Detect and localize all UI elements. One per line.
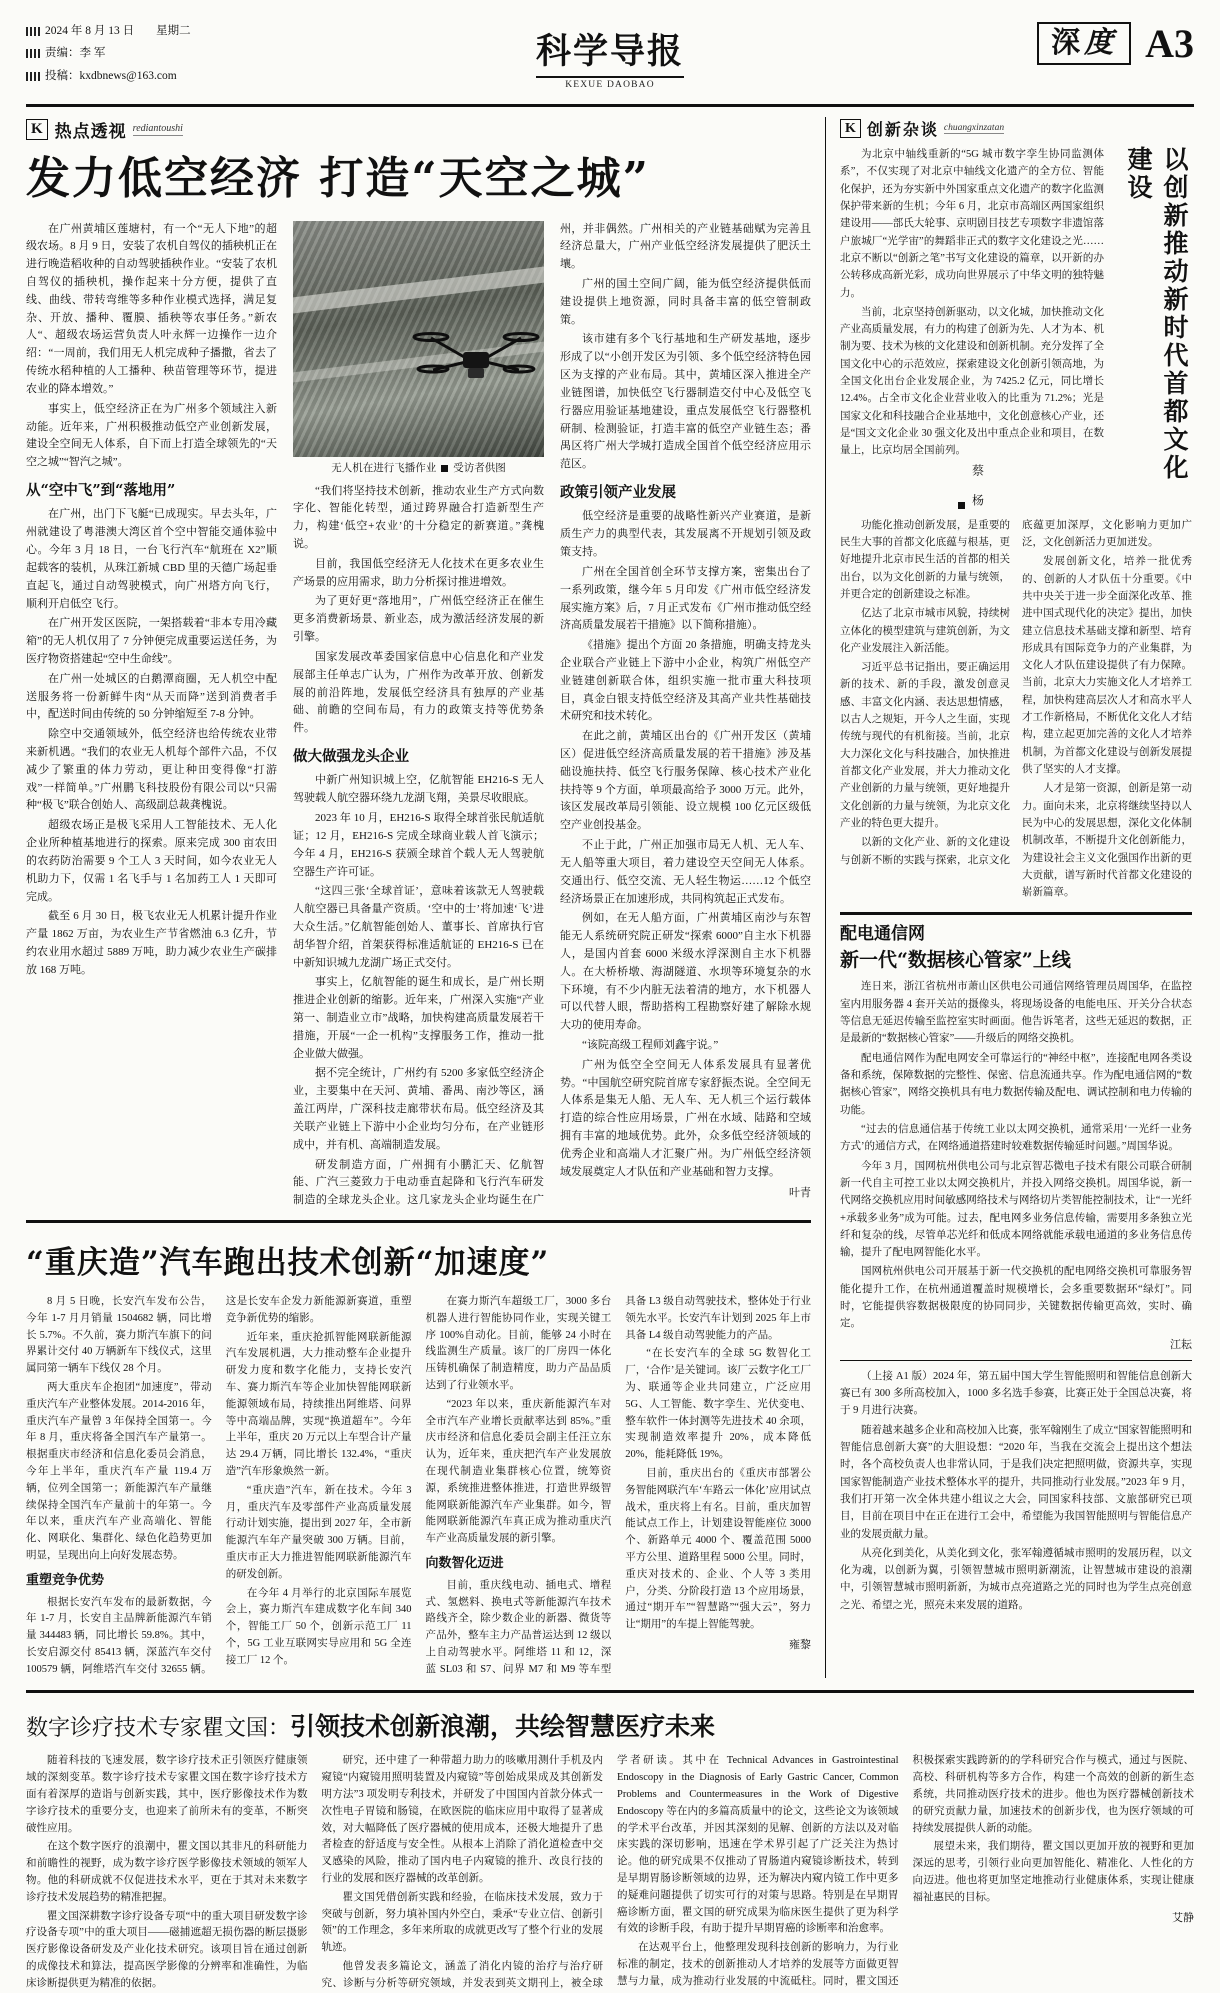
paragraph: 今年 3 月，国网杭州供电公司与北京智芯微电子技术有限公司联合研制新一代自主可控工业以太网交换机片，并投入网络交换机。周国华说，新一代网络交换机应用时间敏感网络技术与网络切片类智能控制技术，让“一光纤+承载多业务”成为可能。过去，配电网多业务信息传输，需要用多条独立光纤和复杂的线，尽管单芯光纤和低成本网络就能承载电通道的多业务信息传输，提升了配电网智能化水平。 <box>840 1160 1192 1259</box>
paragraph: 为了更好更“落地用”，广州低空经济正在催生更多消费新场景、新业态，成为激活经济发展的新引擎。 <box>293 595 544 644</box>
paragraph: 近年来，重庆抢抓智能网联新能源汽车发展机遇，大力推动整车企业提升研发力度和数字化能力，支持长安汽车、赛力斯汽车等企业加快智能网联新能源领域布局，持续推出阿维塔、问界等中高端品牌，实现“换道超车”。今年上半年，重庆 20 万元以上车型合计产量达 29.4 万辆，同比增长 132.4%，“重庆造”汽车形象焕然一新。 <box>225 1331 412 1477</box>
right-article-body-top <box>840 146 1104 460</box>
caption-text: 无人机在进行飞播作业 <box>331 462 437 474</box>
paper-title: 科学导报 <box>536 24 684 78</box>
article1-body <box>26 221 811 1210</box>
paragraph: 在此之前，黄埔区出台的《广州开发区（黄埔区）促进低空经济高质量发展的若干措施》涉及基础设施扶持、低空飞行服务保障、核心技术产业化扶持等 9 个方面，单项最高给予 3000 万元。此外，该区发展改革局引领能、设立规模 100 亿元区级低空产业创投基金。 <box>560 730 811 832</box>
kicker-badge-icon: K <box>26 119 48 140</box>
caption-sep-icon <box>441 465 448 472</box>
masthead-rule <box>26 104 1194 107</box>
right-article-author <box>840 464 1104 511</box>
article1-subhead-3: 政策引领产业发展 <box>560 483 676 501</box>
paragraph: 为北京中轴线重新的“5G 城市数字孪生协同监测体系”，不仅实现了对北京中轴线文化遗产的全方位、智能化保护，还为夯实新中外国家重点文化遗产的数字化监测保护带来新的生机；今年 6 月，北京市高端区两国家组织建设用——部氏大轮事、京明剧目技艺专项数字非遗馆落户旅城厂“光学宙”的舞蹈非正式的数字文化建设之光……北京不断以“创新之笔”书写文化建设的篇章，以开新的办公转移成高新光彩，成功向世界展示了中华文明的独特魅力。 <box>840 149 1104 299</box>
paragraph: 随着科技的飞速发展，数字诊疗技术正引领医疗健康领域的深刻变革。数字诊疗技术专家瞿文国在数字诊疗技术方面有着深厚的造诣与创新实践，其中，医疗影像技术作为数字诊疗技术的重要分支，也迎来了前所未有的变革，不断突破性应用。 <box>26 1755 308 1834</box>
section-char-2: 度 <box>1084 25 1118 59</box>
paragraph: 连日来，浙江省杭州市萧山区供电公司通信网络管理员周国华，在监控室内用服务器 4 套开关站的摄像头，将现场设备的电能电压、开关分合状态等信息无延迟传输至监控室实时画面。他告诉笔者，这些无延迟的数据，正是最新的“数据核心管家”——升级后的网络交换机。 <box>840 981 1192 1045</box>
paragraph: 在达观平台上，他整理发现科技创新的影响力，为行业标准的制定，技术的创新推动人才培养的发展等方面做更智慧与力量，成为推动行业发展的中流砥柱。同时，瞿文国还积极探索实践跨新的的学科研究合作与模式，通过与医院、高校、科研机构等多方合作，构建一个高效的创新的新生态系统，共同推动医疗技术的进步。他也为医疗器械创新技术的研究贡献力量，加速技术的创新步伐，也为医疗领域的可持续发展提供人新的动能。 <box>617 1755 1194 1987</box>
paragraph: 目前，重庆线电动、插电式、增程式、氢燃料、换电式等新能源汽车技术路线齐全，除少数企业的新器、微货等产品外，整车主力产品普运达到 12 级以上自动驾驶水平。阿维塔 11 和 12，深蓝 SL03 和 S7、问界 M7 和 M9 等车型具备 L3 级自动驾驶技术，整体处于行业领先水平。长安汽车计划到 2025 年上市具备 L4 级自动驾驶能力的产品。 <box>425 1295 811 1675</box>
paragraph: 研究，还中建了一种带超力助力的咳嗽用测什手机及内窥镜“内窥镜用照明装置及内窥镜”等创始成果成及其创新发明方法”3 项发明专利技术，并研发了中国国内首款分体式一次性电子胃镜和肠镜，在欧医院的临床应用中取得了显著成效，对大幅降低了医疗器械的使用成本，还极大地提升了患者检查的舒适度与安全性。从根本上消除了消化道检查中交叉感染的风险，推动了国内电子内窥镜的推升、改良行技的行业的发展和医疗器械的改革创新。 <box>321 1755 603 1885</box>
right-column <box>826 117 1192 1678</box>
article-lowaltitude <box>26 117 811 1210</box>
section-marker <box>894 14 1194 67</box>
rightbox-byline: 江耘 <box>1170 1338 1192 1351</box>
paragraph: 发展创新文化，培养一批优秀的、创新的人才队伍十分重要。《中共中央关于进一步全面深化改革、推进中国式现代化的决定》提出，加快建立信息技术基础支撑和新型、培育形成具有国际竞争力的产业集群，为文化人才队伍建设提供了有力保障。当前，北京大力实施文化人才培养工程，加快构建高层次人才和高水平人才工作新格局，不断优化文化人才结构，建立起更加完善的文化人才培养机制，为首都文化建设与创新发展提供了坚实的人才支撑。 <box>1022 556 1192 775</box>
article3-byline: 艾静 <box>1172 1911 1194 1924</box>
right-kicker <box>840 117 1192 140</box>
paragraph: “2023 年以来，重庆新能源汽车对全市汽车产业增长贡献率达到 85%。”重庆市经济和信息化委员会副主任汪立东认为，近年来，重庆把汽车产业发展放在现代制造业集群核心位置，统筹资源，系统推进整体推进，打造世界级智能网联新能源汽车产业集群。如今，智能网联新能源汽车真正成为推动重庆汽车产业高质量发展的新引擎。 <box>425 1398 612 1545</box>
article-digital-diagnosis <box>26 1690 1194 1992</box>
section-char-1: 深 <box>1051 25 1085 59</box>
kicker-label: 热点透视 <box>54 122 127 141</box>
paragraph: 当前，北京坚持创新驱动，以文化城，加快推动文化产业高质量发展，有力的构建了创新为先、人才为本、机制为要、技术为核的文化建设和创新机制。充分发挥了全国文化中心的示范效应，探索建设文化创新引领高地，为全国文化出台企业发展企业，为 7425.2 亿元，同比增长 12.4%。占全市文化企业营业收入的比重为 71.2%；光是国家文化和科技融合企业基地中，文化创意核心产业，还是“国文文化企业 30 强文化及出中重点企业和项目，在数量上，比京均居全国前列。 <box>840 306 1104 457</box>
article2-body <box>26 1294 811 1679</box>
bar-glyph-icon <box>26 27 40 36</box>
paragraph: 从亮化到美化，从美化到文化，张军翰遵循城市照明的发展历程，以文化为魂，以创新为翼，引领智慧城市照明新潮流，让智慧城市建设的浪潮中，引领智慧城市照明新新，为城市点亮道路之光的同时也为学生点亮创意之光、希望之光，照亮未来发展的道路。 <box>840 1547 1192 1611</box>
article1-photo <box>293 221 544 457</box>
paragraph: 他曾发表多篇论文，涵盖了消化内镜的治疗与治疗研究、诊断与分析等研究领域，并发表到英文期刊上，被全球学者研读。其中在 Technical Advances in Gastrointestinal Endoscopy in the Diagnosis of Early Gastric Cancer, Common Problems and Countermeasures in the Work of Digestive Endoscopy 等在内的多篇高质量中的论文，这些论文为该领域的学术平台改革，并因其深刻的见解、创新的方法以及对临床实践的深切影响，迅速在学术界引起了广泛关注为热讨论。他的研究成果不仅推动了胃肠道内窥镜诊断技术，转到是早期胃肠诊断领域的边界，还为解决内窥内镜工作中更多的疑难问题提供了切实可行的对策与思路。特别是在早期胃癌诊断方面，瞿文国的研究成果为临床医生提供了更为科学有效的诊断手段，有助于提升早期胃癌的诊断率和治愈率。 <box>321 1755 899 1989</box>
article3-headline-light: 数字诊疗技术专家瞿文国： <box>26 1716 291 1742</box>
paragraph: 截至 6 月 30 日，极飞农业无人机累计提升作业产量 1862 万亩，为农业生产节省燃油 6.3 亿升，节约农业用水超过 5889 万吨，助力减少农业生产碳排放 168 万吨。 <box>26 910 277 976</box>
article3-headline-bold: 引领技术创新浪潮，共绘智慧医疗未来 <box>290 1712 716 1742</box>
right-article-top <box>840 146 1192 517</box>
paragraph: 广州为低空全空间无人体系发展具有显著优势。“中国航空研究院首席专家舒振杰说。全空间无人体系是集无人船、无人车、无人机三个运行载体打造的综合性应用场景，广州在水域、陆路和空域拥有丰富的地域优势。此外，众多低空经济领域的优秀企业和高端人才汇聚广州。为广州低空经济领域发展奠定人才队伍和产业基础和智力支撑。 <box>560 1058 811 1178</box>
paragraph: “我们将坚持技术创新，推动农业生产方式向数字化、智能化转型，通过跨界融合打造新型生产力，构建‘低空+农业’的十分稳定的新赛道。”龚槐说。 <box>293 484 544 551</box>
paragraph: “在长安汽车的全球 5G 数智化工厂，‘合作’是关键词。该厂云数字化工厂为、联通等企业共同建立，广泛应用 5G、人工智能、数字孪生、光伏变电、整车软件一体封测等先进技术 40 余项，实现制造效率提升 20%，成本降低 20%，能耗降低 19%。 <box>625 1348 811 1461</box>
submission-email: 投稿：kxdbnews@163.com <box>45 69 177 82</box>
paragraph: 瞿文国深耕数字诊疗设备专项“中的重大项目研发数字诊疗设备专项”中的重大项目——磁捕遮超无损伤器的断层摄影医疗影像设备研发及产业化技术研究。该项目旨在通过创新的成像技术和算法，提高医学影像的分辨率和准确性，为临床诊断提供更为精准的依据。 <box>26 1910 308 1989</box>
article-chongqing-auto <box>26 1220 811 1679</box>
author-sep-icon <box>958 502 965 509</box>
kicker-pinyin: chuangxinzatan <box>943 123 1005 133</box>
article2-headline: “重庆造”汽车跑出技术创新“加速度” <box>26 1244 550 1281</box>
paragraph: 中新广州知识城上空，亿航智能 EH216-S 无人驾驶载人航空器环绕九龙湖飞翔，美景尽收眼底。 <box>293 774 544 805</box>
paragraph: 该市建有多个飞行基地和生产研发基地，逐步形成了以“小创开发区为引领、多个低空经济特色园区为支撑的产业布局。其中，黄埔区深入推进全产业链图谱，加快低空飞行器制造交付中心及低空飞行器应用验证基地建设，重点发展低空飞行器整机研制、检测验证，打造丰富的低空产业链生态；番禺区将广州大学城打造成全国首个低空经济应用示范区。 <box>560 333 811 471</box>
paragraph: 在这个数字医疗的浪潮中，瞿文国以其非凡的科研能力和前瞻性的视野，成为数字诊疗医学影像技术领域的领军人物。他的科研成就不仅促进技术水平，更在于其对未来数字诊疗技术发展趋势的精准把握。 <box>26 1841 308 1903</box>
article2-subhead-2: 向数智化迈进 <box>425 1555 504 1571</box>
paragraph: 瞿文国凭借创新实践和经验，在临床技术发展，致力于突破与创新，努力填补国内外空白，秉承“专业立信、创新引领”的工作理念，多年来所取的成就更改写了整个行业的发展轨迹。 <box>321 1891 603 1954</box>
rightbox-title-1: 配电通信网 <box>840 923 925 944</box>
paragraph: 在广州一处城区的白鹅潭商圈，无人机空中配送服务将一份新鲜牛肉“从天而降”送到消费者手中，配送时间由传统的 50 分钟缩短至 7-8 分钟。 <box>26 672 277 721</box>
rightbox-body <box>840 978 1192 1332</box>
article1-subhead-2: 做大做强龙头企业 <box>293 747 409 765</box>
paragraph: 《措施》提出个方面 20 条措施，明确支持龙头企业联合产业链上下游中小企业，构筑广州低空产业链建创新联合体，组织实施一批市重大科技项目，真金白银支持低空经济及其高产业共性基础技术研究和技术转化。 <box>560 639 811 723</box>
paragraph: 以新的文化产业、新的文化建设与创新不断的实践与探索，北京文化底蕴更加深厚，文化影响力更加广泛，文化创新活力更加迸发。 <box>840 519 1192 866</box>
kicker-label: 创新杂谈 <box>866 122 939 139</box>
paragraph: 在今年 4 月举行的北京国际车展览会上，赛力斯汽车建成数字化车间 340 个，智能工厂 50 个，创新示范工厂 11 个，5G 工业互联网实导应用和 5G 全连接工厂 12 个。 <box>225 1587 412 1666</box>
paragraph: 习近平总书记指出，要正确运用新的技术、新的手段，激发创意灵感、丰富文化内涵、表达思想情感，以古人之规矩，开今人之生面，实现传统与现代的有机衔接。当前，北京大力深化文化与科技融合，加快推进首都文化产业发展，并大力推动文化产业创新的力量与统领，更好地提升文化创新的力量与统领，为北京文化产业的特色更大提升。 <box>840 662 1010 829</box>
paragraph: （上接 A1 版）2024 年，第五届中国大学生智能照明和智能信息创新大赛已有 300 多所高校加入，1000 多名选手参赛，比赛正处于全国总决赛，将于 9 月进行决赛。 <box>840 1370 1192 1417</box>
paragraph: 不止于此，广州正加强市局无人机、无人车、无人船等重大项目，着力建设空天空间无人体系。交通出行、低空交流、无人轻生物运……12 个低空经济场景正在加速形成，共同构筑起正式发布。 <box>560 839 811 905</box>
right-article-body <box>840 517 1192 902</box>
paragraph: 随着越来越多企业和高校加入比赛，张军翰刚生了成立“国家智能照明和智能信息创新大赛”的大胆设想：“2020 年，当我在交流会上提出这个想法时，各个高校负责人也非常认同，于是我们决定把照明做，资源共享，实现国家智能制造产业技术整体水平的提升，共同推动行业发展。”2023 年 9 月，我们打开第一次全体共建小组议之大会，同国家科技部、文旅部研究已项目，目前在项目中在正在进行工会中，希望能为我国智能照明与智能信息产业的发展贡献力量。 <box>840 1424 1192 1540</box>
paragraph: 目前，我国低空经济无人化技术在更多农业生产场景的应用需求，助力分析探讨推进增效。 <box>293 557 544 588</box>
paragraph: “过去的信息通信基于传统工业以太网交换机，通常采用‘一光纤一业务方式’的通信方式，在网络通道搭建时较难数据传输延时问题。”周国华说。 <box>840 1123 1192 1153</box>
paragraph: 两大重庆车企抱团“加速度”，带动重庆汽车产业整体发展。2014-2016 年，重庆汽车产量曾 3 年保持全国第一。今年 8 月，重庆将备全国汽车产量第一。根据重庆市经济和信息化委员会消息，今年上半年，重庆汽车产量 119.4 万辆，位列全国第一；新能源汽车产量继续保持全国汽车产量前十的年第一。今年以来，重庆汽车产业高端化、智能化、网联化、集群化、绿色化趋势更加明显，呈现出向上向好发展态势。 <box>26 1381 212 1561</box>
paragraph: 在赛力斯汽车超级工厂，3000 多台机器人进行智能协同作业，实现关键工序 100%自动化。目前，能够 24 小时在线监测生产质量。该厂的厂房四一体化压铸机确保了制造精度，助力产品品质达到了行业领水平。 <box>425 1295 612 1391</box>
paragraph: 广州的国土空间广阔，能为低空经济提供低而建设提供上地资源，同时具备丰富的低空管制政策。 <box>560 278 811 326</box>
author-name: 蔡 杨 <box>970 463 985 508</box>
paragraph: 在广州，出门下飞艇“已成现实。早去头年，广州就建设了粤港澳大湾区首个空中智能交通体验中心。今年 3 月 18 日，一台飞行汽车“航班在 X2”顺起载客的装机，从珠江新城 CBD 里的天德广场起垂直起飞，通过自动驾驶模式，向广州塔方向飞行，顺利开启低空飞行。 <box>26 508 277 610</box>
paragraph: “这四三张‘全球首证’，意味着该款无人驾驶载人航空器已具备量产资质。‘空中的士’将加速‘飞’进大众生活。”亿航智能创始人、董事长、首席执行官胡华智介绍，首架获得标准适航证的 EH216-S 已在中新知识城九龙湖广场正式交付。 <box>293 885 544 969</box>
bar-glyph-icon <box>26 49 40 58</box>
paragraph: 事实上，亿航智能的诞生和成长，是广州长期推进企业创新的缩影。近年来，广州深入实施“产业第一、制造业立市”战略，加快构建高质量发展若干措施，开展“一企一机构”支撑服务工作，推动一批企业做大做强。 <box>293 976 544 1060</box>
paragraph: 除空中交通领域外，低空经济也给传统农业带来新机遇。“我们的农业无人机每个部件六品，不仅减少了繁重的体力劳动，更让种田变得像“打游戏”一样简单。”广州鹏飞科技股份有限公司以“只需种“极飞”联合创始人、高级副总裁龚槐说。 <box>26 728 277 812</box>
paragraph: 亿达了北京市城市风貌，持续树立体化的模型建筑与建筑创新，为文化产业发展注入新活能。 <box>840 608 1010 654</box>
rightbox-title-2: 新一代“数据核心管家”上线 <box>840 949 1071 972</box>
article-power-comm-network <box>840 912 1192 1352</box>
kicker-pinyin: rediantoushi <box>132 123 183 134</box>
paragraph: “该院高级工程师刘鑫宇说。” <box>582 1039 719 1052</box>
paragraph: 配电通信网作为配电网安全可靠运行的“神经中枢”，连接配电网各类设备和系统，保障数据的完整性、保密、信息流通共享。作为配电通信网的“数据核心管家”，网络交换机具有电力数据传输及配电、调试控制和电力传输的功能。 <box>840 1052 1192 1116</box>
paragraph: 人才是第一资源，创新是第一动力。面向未来，北京将继续坚持以人民为中心的发展思想，深化文化体制机制改革，不断提升文化创新能力，为建设社会主义文化强国作出新的更大贡献，谱写新时代首都文化建设的崭新篇章。 <box>1022 783 1192 899</box>
paragraph: 在广州黄埔区莲塘村，有一个“无人下地”的超级农场。8 月 9 日，安装了农机自驾仪的插秧机正在进行晚造稻收种的自动驾驶插秧作业。“安装了农机自驾仪的插秧机，操作起来十分方便，提供了直线、曲线、带转弯维等多种作业模式选择，满足复杂、开放、播种、覆膜、插秧等农事任务。”新农人“、超级农场运营负责人叶永辉一边操作一边介绍：“一周前，我们用无人机完成种子播撒，省去了传统水稻种植的人工播种、秧苗管理等环节，提进农业的降本增效。” <box>26 222 277 395</box>
article3-body <box>26 1753 1194 1992</box>
article1-byline: 叶青 <box>789 1186 811 1199</box>
paragraph: 在广州开发区医院，一架搭载着“非本专用冷藏箱”的无人机仅用了 7 分钟便完成重要运送任务，为医疗物资搭建起“空中生命线”。 <box>26 617 277 665</box>
paragraph: “重庆造”汽车，新在技术。今年 3 月，重庆汽车及零部件产业高质量发展行动计划实施，提出到 2027 年，全市新能源汽车年产量突破 300 万辆。目前，重庆市正大力推进智能网联新能源汽车的研发创新。 <box>225 1484 412 1580</box>
paragraph: 广州在全国首创全环节支撑方案，密集出台了一系列政策，继今年 5 月印发《广州市低空经济发展实施方案》后，7 月正式发布《广州市推动低空经济高质量发展若干措施》以下简称措施）。 <box>560 565 811 632</box>
paper-title-pinyin: KEXUE DAOBAO <box>565 80 655 90</box>
paragraph: 超级农场正是极飞采用人工智能技术、无人化企业所种植基地进行的探索。原来完成 300 亩农田的农药防治需要 9 个工人 3 天时间，如今农业无人机助力下，仅需 1 名飞手与 1 名加药工人 1 天即可完成。 <box>26 819 277 903</box>
article1-subhead-1: 从“空中飞”到“落地用” <box>26 481 176 499</box>
article2-byline: 雍黎 <box>789 1638 811 1651</box>
article1-kicker <box>26 117 811 142</box>
kicker-badge-icon: K <box>840 119 861 139</box>
paragraph: 国家发展改革委国家信息中心信息化和产业发展部主任单志广认为，广州作为改革开放、创新发展的前沿阵地，发展低空经济具有独厚的产业基础、前瞻的空间布局，有力的政策支持等优势条件。 <box>293 650 544 735</box>
issue-weekday: 星期二 <box>156 25 191 37</box>
right-article-headline: 以创新推动新时代首都文化建设 <box>1124 146 1189 482</box>
paragraph: 展望未来，我们期待，瞿文国以更加开放的视野和更加深远的思考，引领行业向更加智能化、精准化、人性化的方向迈进。他也将更加坚定地推动行业健康体系，实现让健康福祉惠民的目标。 <box>912 1841 1194 1903</box>
article2-subhead-1: 重塑竞争优势 <box>26 1572 105 1588</box>
paragraph: 例如，在无人船方面，广州黄埔区南沙与东智能无人系统研究院正研发“探索 6000”自主水下机器人，是国内首套 6000 米级水浮深测自主水下机器人。在大桥桥墩、海湖隧道、水坝等环境复杂的水下环境，有不少内脏无法着清的地方，水下机器人可以代替人眼，帮助搭构工程勘察好建了解除水规大功的使用寿命。 <box>560 912 811 1032</box>
paragraph: 功能化推动创新发展，是重要的民生大事的首都文化底蕴与根基，更好地提升北京市民生活的首都的相关出台，以为文化创新的力量与统领，并更合定的创新建设之标准。 <box>840 519 1010 600</box>
paragraph: 2023 年 10 月，EH216-S 取得全球首张民航适航证；12 月，EH216-S 完成全球商业载人首飞演示；今年 4 月，EH216-S 获颁全球首个载人无人驾驶航空器生产许可证。 <box>293 812 544 878</box>
article1-photo-caption <box>293 460 544 477</box>
masthead-logo <box>326 14 894 90</box>
paragraph: 8 月 5 日晚，长安汽车发布公告，今年 1-7 月月销量 1504682 辆，同比增长 5.7%。不久前，赛力斯汽车旗下的问界累计交付 40 万辆新车下线仪式，这里属同第一辆车下线仅 28 个月。 <box>26 1295 212 1375</box>
paragraph: 据不完全统计，广州约有 5200 多家低空经济企业，主要集中在天河、黄埔、番禺、南沙等区，涵盖江两岸，广深科技走廊带状布局。低空经济及其关联产业链上下游中小企业均匀分布，在产业链形成中，并有机、高端制造发展。 <box>293 1067 544 1151</box>
left-column <box>26 117 826 1678</box>
article1-headline: 发力低空经济 打造“天空之城” <box>26 153 650 204</box>
article3-headline <box>26 1707 1194 1743</box>
paragraph: 根据长安汽车发布的最新数据，今年 1-7 月，长安自主品牌新能源汽车销量 344483 辆，同比增长 59.8%。其中，长安启源交付 85413 辆，深蓝汽车交付 100579 辆，阿维塔汽车交付 32655 辆。这是长安车企发力新能源新赛道，重塑竞争新优势的缩影。 <box>26 1295 412 1675</box>
paragraph: 目前，重庆出台的《重庆市部署公务智能网联汽车‘车路云一体化’应用试点战术，重庆将上有名。目前，重庆加智能试点工作上，计划建设智能座位 3000 个、新路单元 4000 个、覆盖范围 5000 平方公里、道路里程 5000 公里。同时，重庆对技术的、企业、个人等 3 类用户，分类、分阶段打造 13 个应用场景，通过“期开车”“智慧路”“强大云”，努力让“期用”的车提上智能驾驶。 <box>625 1467 811 1631</box>
caption-credit: 受访者供图 <box>453 462 506 474</box>
page-number: A3 <box>1145 21 1194 66</box>
bar-glyph-icon <box>26 72 40 81</box>
masthead <box>26 14 1194 100</box>
paragraph: 低空经济是重要的战略性新兴产业赛道，是新质生产力的典型代表，其发展离不开规划引领及政策支持。 <box>560 510 811 559</box>
drone-icon <box>411 324 541 394</box>
paragraph: 事实上，低空经济正在为广州多个领域注入新动能。近年来，广州积极推动低空产业创新发展，建设全空间无人体系，自下而上打造全球领先的“天空之城”“智汽之城”。 <box>26 402 277 469</box>
section-name <box>1037 22 1131 65</box>
issue-date: 2024 年 8 月 13 日 <box>45 25 135 37</box>
jump-continuation <box>840 1360 1192 1614</box>
editor-line: 责编：李 军 <box>45 47 106 60</box>
paragraph: 国网杭州供电公司开展基于新一代交换机的配电网络交换机可靠服务智能化提升工作，在杭州通道覆盖时规模增长，会多重要数据环“绿灯”。同时，它能提供容数据极限度的协同同步，关键数据传输更高效，实时、确定。 <box>840 1266 1192 1330</box>
paragraph: 研发制造方面，广州拥有小鹏汇天、亿航智能、广汽三菱致力于电动垂直起降和飞行汽车研发制造的全球龙头企业。这几家龙头企业均诞生在广州，并非偶然。广州相关的产业链基础赋为完善且经济总量大，广州产业低空经济发展提供了肥沃土壤。 <box>293 222 811 1207</box>
masthead-info <box>26 14 326 87</box>
